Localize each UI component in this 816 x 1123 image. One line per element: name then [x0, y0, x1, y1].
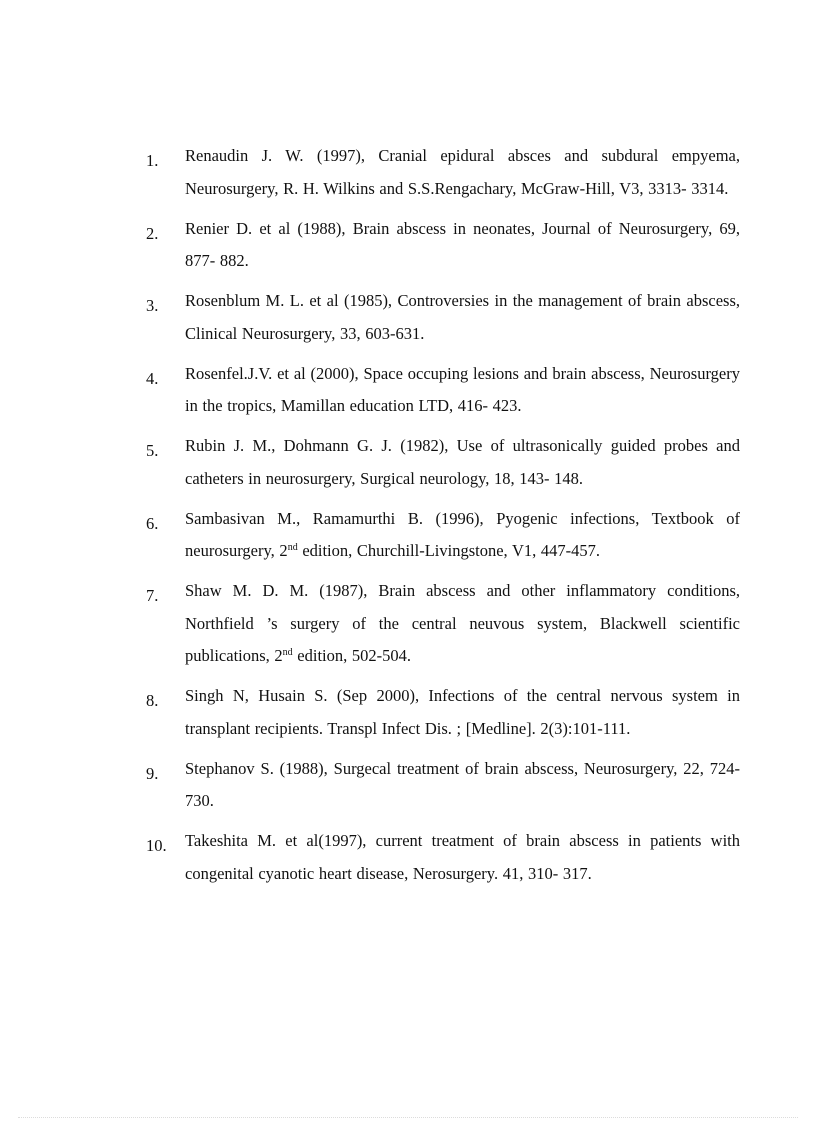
- reference-text-part: edition, Churchill-Livingstone, V1, 447-457.: [297, 541, 601, 560]
- reference-number: 4.: [146, 368, 159, 388]
- reference-text: Renier D. et al (1988), Brain abscess in neonates, Journal of Neurosurgery, 69, 877- 882.: [185, 218, 740, 270]
- page-bottom-divider: [18, 1117, 798, 1118]
- reference-text: [185, 575, 740, 673]
- reference-number: 5.: [146, 441, 159, 460]
- reference-number: 7.: [146, 586, 159, 605]
- reference-number: 3.: [146, 296, 159, 315]
- reference-number: 10.: [146, 836, 167, 855]
- reference-text: Rosenblum M. L. et al (1985), Controversies in the management of brain abscess, Clinical Neurosurgery, 33, 603-631.: [185, 291, 740, 343]
- reference-text: Renaudin J. W. (1997), Cranial epidural absces and subdural empyema, Neurosurgery, R. H. Wilkins and S.S.Rengachary, McGraw-Hill, V3, 3313- 3314.: [185, 146, 740, 198]
- reference-number: 8.: [146, 691, 159, 710]
- ordinal-superscript: nd: [287, 542, 298, 553]
- ordinal-superscript: nd: [282, 647, 293, 658]
- reference-number: 1.: [146, 151, 159, 170]
- reference-text: Stephanov S. (1988), Surgecal treatment of brain abscess, Neurosurgery, 22, 724-730.: [185, 758, 740, 810]
- reference-item-5: [146, 430, 740, 495]
- reference-text: Rubin J. M., Dohmann G. J. (1982), Use of ultrasonically guided probes and catheters in neurosurgery, Surgical neurology, 18, 143- 148.: [185, 436, 740, 488]
- reference-text: [185, 503, 740, 568]
- reference-item-4: [146, 358, 740, 423]
- reference-item-7: [146, 575, 740, 673]
- reference-text-part: edition, 502-504.: [292, 646, 411, 665]
- reference-item-2: [146, 213, 740, 278]
- reference-text: Takeshita M. et al(1997), current treatment of brain abscess in patients with congenital cyanotic heart disease, Nerosurgery. 41, 310- 317.: [185, 831, 740, 883]
- reference-text: Rosenfel.J.V. et al (2000), Space occuping lesions and brain abscess, Neurosurgery in the tropics, Mamillan education LTD, 416- 423.: [185, 363, 740, 415]
- reference-number: 2.: [146, 223, 159, 243]
- reference-text-part: Shaw M. D. M. (1987), Brain abscess and other inflammatory conditions, Northfield ’s surgery of the central neuvous system, Blackwell scientific publications, 2: [185, 581, 740, 665]
- reference-item-9: [146, 753, 740, 818]
- reference-list: [146, 140, 740, 898]
- reference-number: 6.: [146, 513, 159, 533]
- reference-item-8: [146, 680, 740, 745]
- reference-item-1: [146, 140, 740, 205]
- reference-item-10: [146, 825, 740, 890]
- reference-text: Singh N, Husain S. (Sep 2000), Infections of the central nervous system in transplant recipients. Transpl Infect Dis. ; [Medline]. 2(3):101-111.: [185, 686, 740, 738]
- reference-item-6: [146, 503, 740, 568]
- reference-number: 9.: [146, 763, 159, 783]
- reference-text-part: Sambasivan M., Ramamurthi B. (1996), Pyogenic infections, Textbook of neurosurgery, 2: [185, 508, 740, 560]
- reference-item-3: [146, 285, 740, 350]
